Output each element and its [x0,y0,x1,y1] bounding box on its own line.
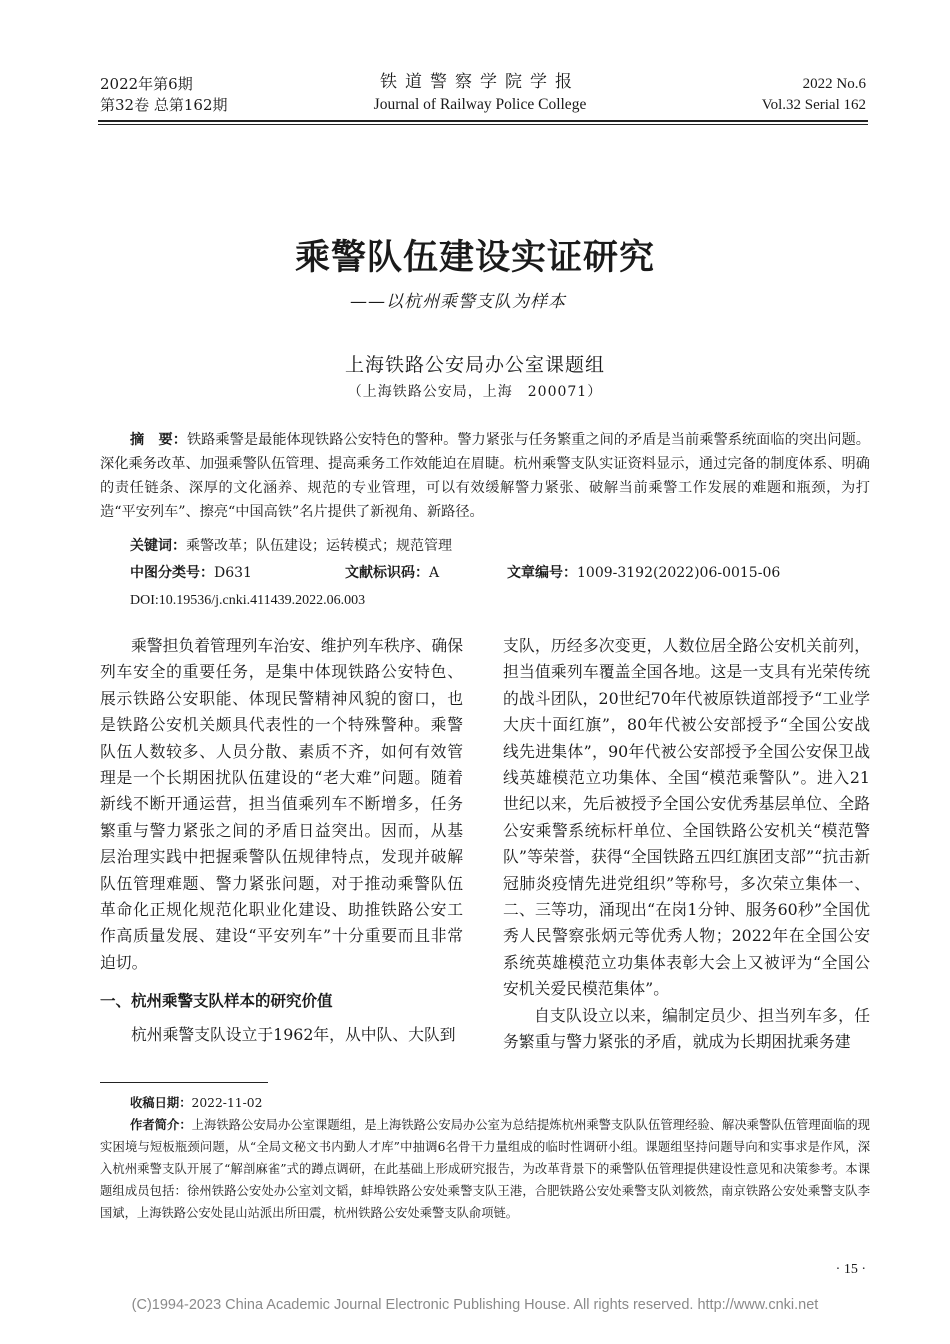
doc-code-label: 文献标识码： [345,565,429,581]
keywords-label: 关键词： [130,538,186,554]
author-bio [100,1114,870,1224]
body-paragraph: 乘警担负着管理列车治安、维护列车秩序、确保列车安全的重要任务，是集中体现铁路公安特色、展示铁路公安职能、体现民警精神风貌的窗口，也是铁路公安机关颇具代表性的一个特殊警种。乘警队伍人数较多、人员分散、素质不齐，如何有效管理是一个长期困扰队伍建设的“老大难”问题。随着新线不断开通运营，担当值乘列车不断增多，任务繁重与警力紧张之间的矛盾日益突出。因而，从基层治理实践中把握乘警队伍规律特点，发现并破解队伍管理难题、警力紧张问题，对于推动乘警队伍革命化正规化规范化职业化建设、助推铁路公安工作高质量发展、建设“平安列车”十分重要而且非常迫切。 [100,636,463,972]
doi: DOI:10.19536/j.cnki.411439.2022.06.003 [130,593,366,608]
header-issue-en: 2022 No.6 [802,76,866,92]
body-paragraph: 支队，历经多次变更，人数位居全路公安机关前列，担当值乘列车覆盖全国各地。这是一支具有光荣传统的战斗团队，20世纪70年代被原铁道部授予“工业学大庆十面红旗”，80年代被公安部授予“全国公安战线先进集体”，90年代被公安部授予全国公安保卫战线英雄模范立功集体、全国“模范乘警队”。进入21世纪以来，先后被授予全国公安优秀基层单位、全路公安乘警系统标杆单位、全国铁路公安机关“模范警队”等荣誉，获得“全国铁路五四红旗团支部”“抗击新冠肺炎疫情先进党组织”等称号，多次荣立集体一、二、三等功，涌现出“在岗1分钟、服务60秒”全国优秀人民警察张炳元等优秀人物；2022年在全国公安系统英雄模范立功集体表彰大会上又被评为“全国公安机关爱民模范集体”。 [503,636,870,999]
header-journal [300,70,660,116]
keywords [130,535,452,557]
received-label: 收稿日期： [130,1096,192,1110]
received-value: 2022-11-02 [191,1096,263,1110]
abstract-text: 铁路乘警是最能体现铁路公安特色的警种。警力紧张与任务繁重之间的矛盾是当前乘警系统面临的突出问题。深化乘务改革、加强乘警队伍管理、提高乘务工作效能迫在眉睫。杭州乘警支队实证资料显示，通过完备的制度体系、明确的责任链条、深厚的文化涵养、规范的专业管理，可以有效缓解警力紧张、破解当前乘警工作发展的难题和瓶颈，为打造“平安列车”、擦亮“中国高铁”名片提供了新视角、新路径。 [100,432,870,520]
article-title: 乘警队伍建设实证研究 [294,238,655,278]
copyright-notice: (C)1994-2023 China Academic Journal Electronic Publishing House. All rights reserved. http://www.cnki.net [131,1297,819,1313]
clc-label: 中图分类号： [130,565,214,581]
header-rule-thick [98,120,868,122]
keywords-text: 乘警改革；队伍建设；运转模式；规范管理 [186,538,452,554]
section-heading: 一、杭州乘警支队样本的研究价值 [100,992,333,1011]
journal-name-en: Journal of Railway Police College [373,96,587,113]
header-issue: 2022年第6期 [100,75,193,93]
classification-info [130,562,780,584]
bio-label: 作者简介： [130,1118,192,1132]
clc-value: D631 [214,565,252,581]
abstract [100,428,870,524]
header-rule-thin [98,124,868,125]
article-affiliation: （上海铁路公安局，上海 200071） [347,384,603,400]
header-volume: 第32卷 总第162期 [100,96,228,114]
bio-text: 上海铁路公安局办公室课题组，是上海铁路公安局办公室为总结提炼杭州乘警支队队伍管理经验、解决乘警队伍管理面临的现实困境与短板瓶颈问题，从“全局文秘文书内勤人才库”中抽调6名骨干力量组成的临时性调研小组。课题组坚持问题导向和实事求是作风，深入杭州乘警支队开展了“解剖麻雀”式的蹲点调研，在此基础上形成研究报告，为改革背景下的乘警队伍管理提供建设性意见和决策参考。本课题组成员包括：徐州铁路公安处办公室刘文韬，蚌埠铁路公安处乘警支队王港，合肥铁路公安处乘警支队刘筱然，南京铁路公安处乘警支队李国斌，上海铁路公安处昆山站派出所田震，杭州铁路公安处乘警支队俞项链。 [100,1118,870,1220]
article-number-value: 1009-3192(2022)06-0015-06 [577,565,781,581]
received-date [100,1092,870,1114]
body-paragraph: 自支队设立以来，编制定员少、担当列车多，任务繁重与警力紧张的矛盾，就成为长期困扰乘务建 [503,1005,870,1052]
footnote-rule [100,1082,268,1083]
header-volume-en: Vol.32 Serial 162 [761,97,866,113]
article-number-label: 文章编号： [507,565,577,581]
header-issue-info-en [762,74,866,116]
abstract-label: 摘 要： [130,432,187,448]
body-column-right [503,633,870,1056]
article-author: 上海铁路公安局办公室课题组 [344,354,605,376]
journal-name-cn: 铁道警察学院学报 [380,72,580,92]
header-issue-info [100,74,228,116]
doc-code-value: A [429,565,440,581]
body-paragraph: 杭州乘警支队设立于1962年，从中队、大队到 [131,1025,456,1045]
page-number: · 15 · [835,1262,866,1277]
footnote [100,1092,870,1224]
article-subtitle: ——以杭州乘警支队为样本 [350,292,566,312]
body-column-left [100,633,463,1049]
